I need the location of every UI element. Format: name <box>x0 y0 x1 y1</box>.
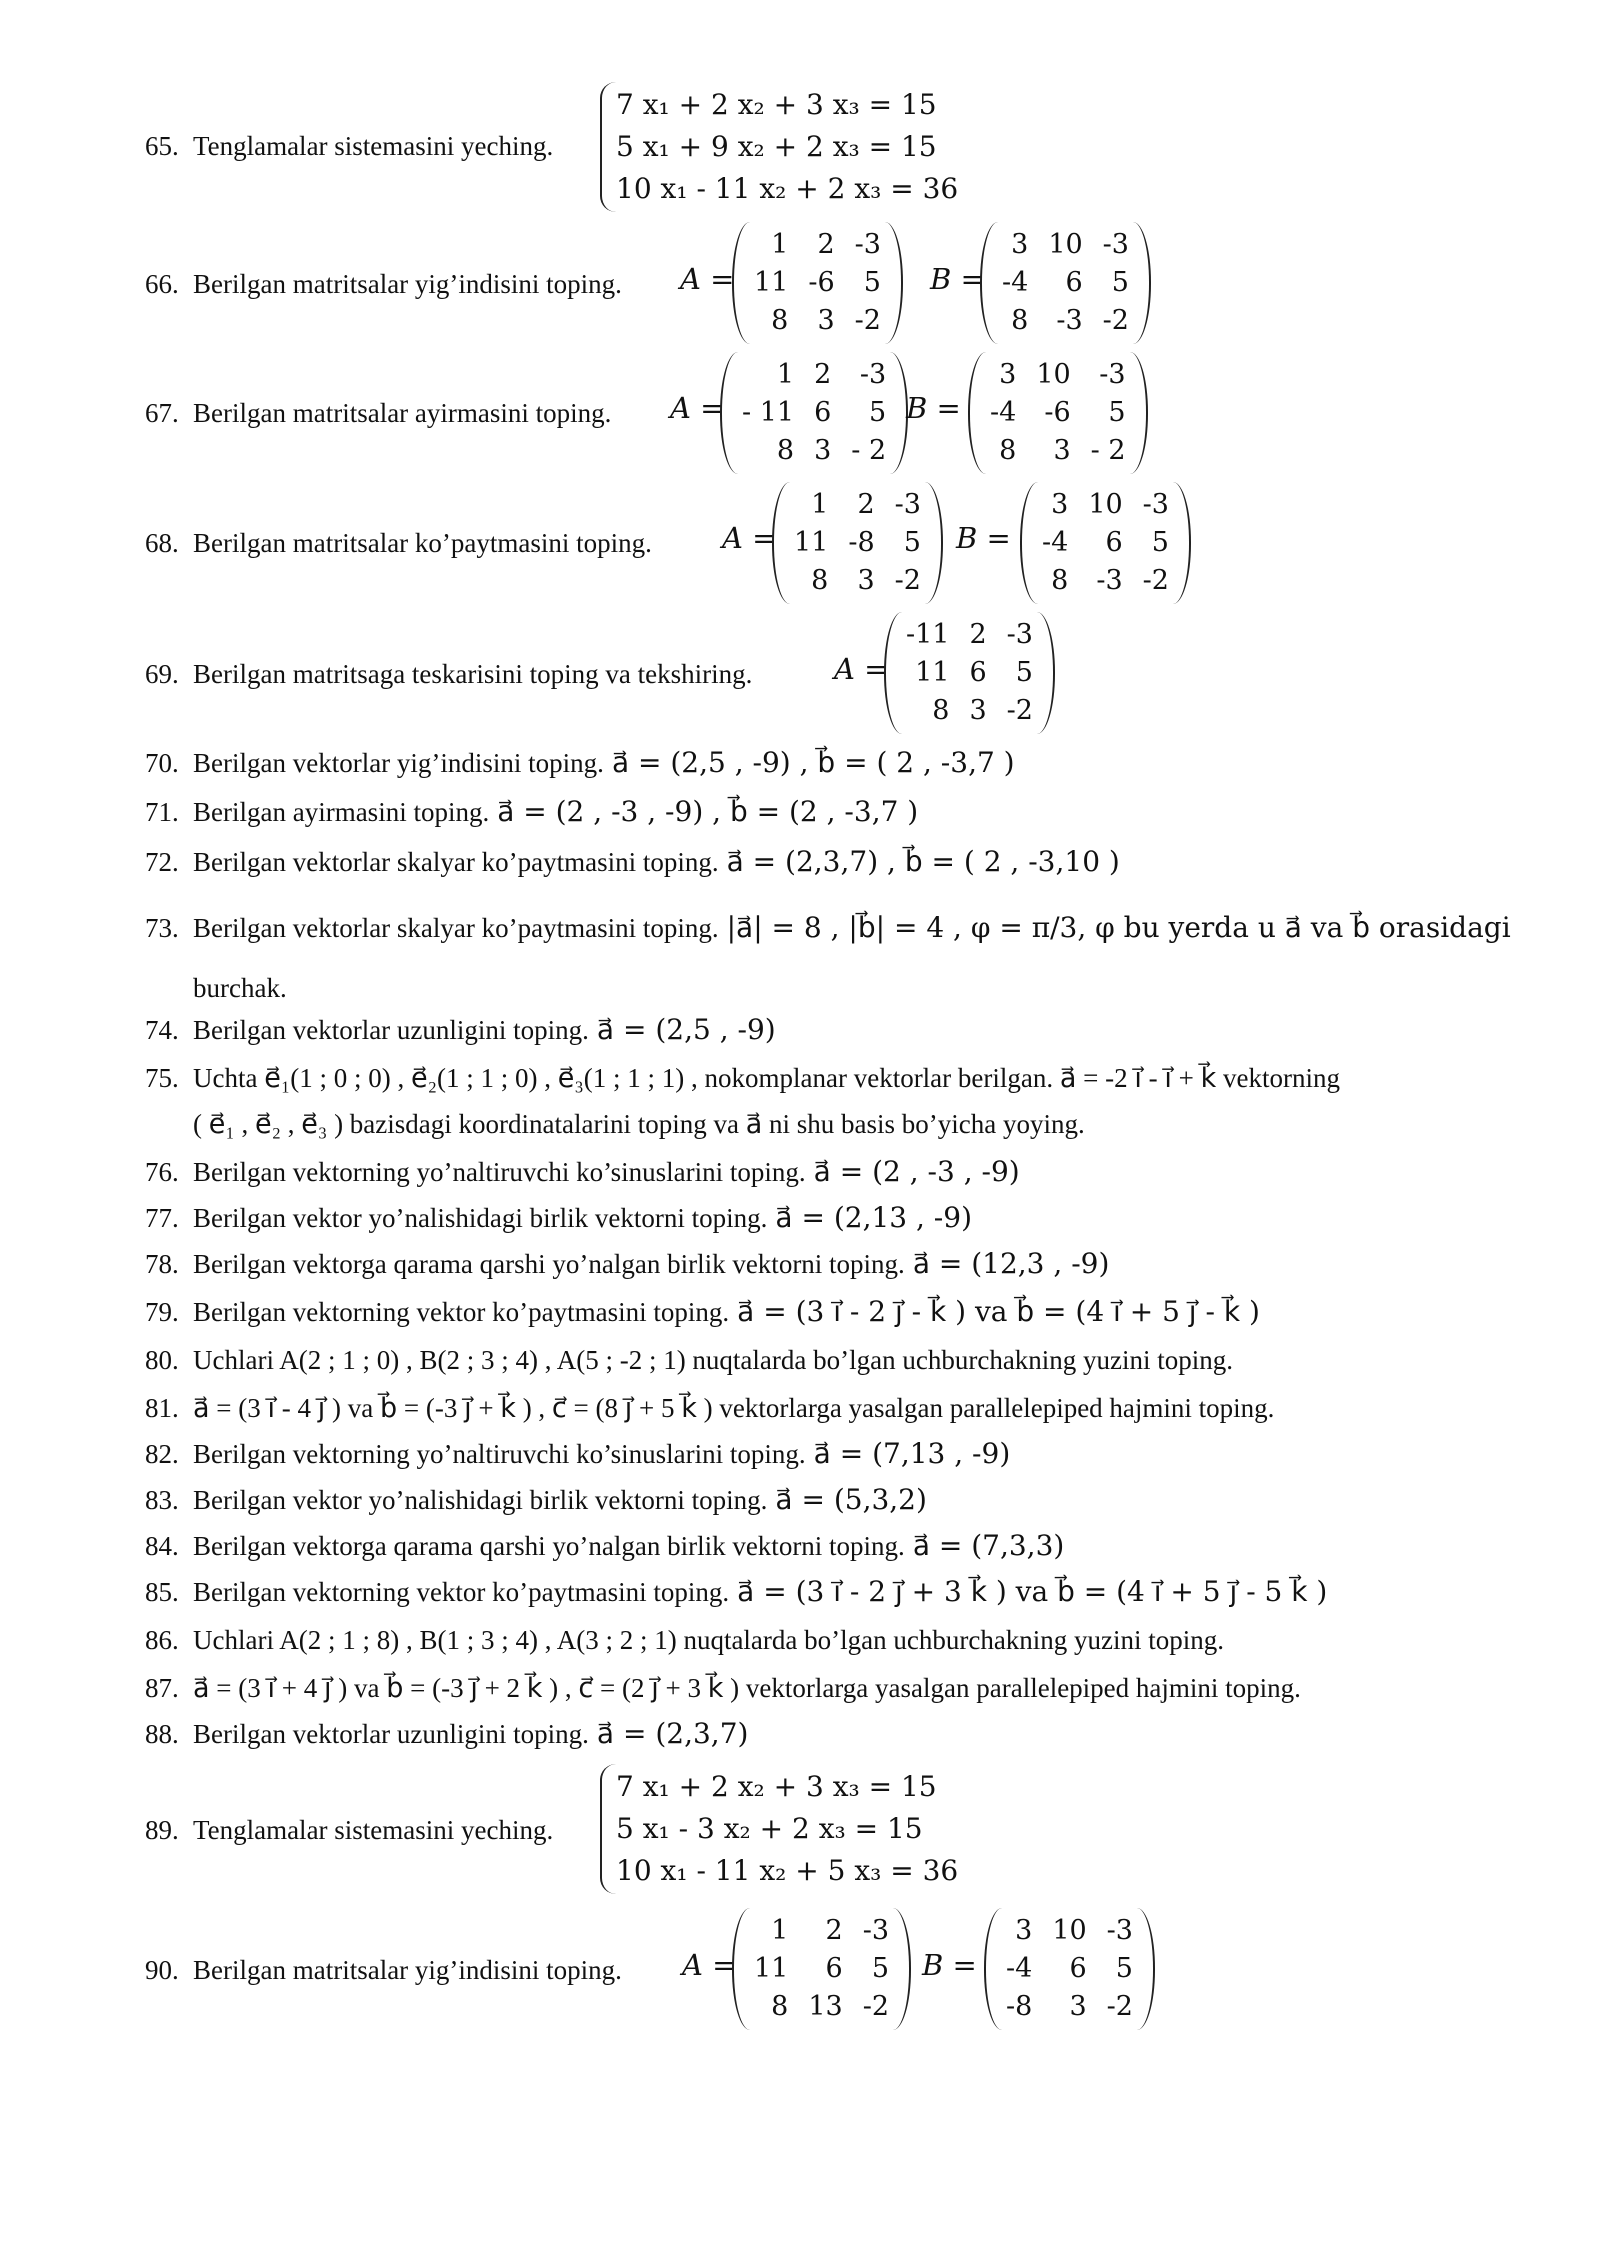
matrix-cell: 5 <box>868 397 887 428</box>
problem-number: 82. <box>145 1439 179 1469</box>
problem-90 <box>145 1950 622 1990</box>
matrix-cell: -2 <box>894 565 921 596</box>
matrix-cell: 5 <box>1151 527 1169 558</box>
matrix-cell: 2 <box>969 619 987 650</box>
matrix-A-label: A = <box>682 1948 737 1982</box>
matrix-cell: - 11 <box>742 397 795 428</box>
problem-80 <box>145 1340 1233 1380</box>
matrix-cell: 6 <box>825 1953 843 1984</box>
matrix-cell: 3 <box>1015 1915 1033 1946</box>
problem-text: Berilgan vektorning vektor ko’paytmasini toping. <box>193 1297 730 1327</box>
problem-67 <box>145 393 611 433</box>
problem-85 <box>145 1572 1327 1612</box>
equation: 5 x₁ - 3 x₂ + 2 x₃ = 15 <box>616 1812 923 1845</box>
matrix-B-label: B = <box>906 391 961 425</box>
matrix-cell: -3 <box>1102 229 1129 260</box>
problem-math: a⃗ = (2,3,7) , b⃗ = ( 2 , -3,10 ) <box>726 845 1120 878</box>
matrix-A-67 <box>720 352 908 474</box>
matrix-cell: -2 <box>862 1991 890 2022</box>
matrix-cell: -4 <box>1042 527 1069 558</box>
equation: 7 x₁ + 2 x₂ + 3 x₃ = 15 <box>616 1770 937 1803</box>
matrix-row <box>992 302 1139 340</box>
matrix-row <box>1032 486 1179 524</box>
matrix-cell: -4 <box>1002 267 1029 298</box>
matrix-row <box>980 394 1136 432</box>
problem-text: Berilgan vektorlar uzunligini toping. <box>193 1015 589 1045</box>
equation-system-89 <box>600 1764 958 1894</box>
matrix-cell: 8 <box>771 1991 789 2022</box>
problem-75-continuation: ( e⃗₁ , e⃗₂ , e⃗₃ ) bazisdagi koordinatalarini toping va a⃗ ni shu basis bo’yicha yoying. <box>193 1109 1085 1139</box>
problem-84 <box>145 1526 1064 1566</box>
matrix-A-66 <box>732 222 903 344</box>
matrix-cell: -4 <box>990 397 1017 428</box>
matrix-cell: 1 <box>811 489 829 520</box>
matrix-A-69 <box>884 612 1055 734</box>
problem-math: a⃗ = (7,13 , -9) <box>813 1437 1011 1470</box>
problem-text: Berilgan matritsaga teskarisini toping va tekshiring. <box>193 659 753 689</box>
matrix-row <box>744 1988 899 2026</box>
problem-number: 85. <box>145 1577 179 1607</box>
matrix-B-68 <box>1020 482 1191 604</box>
problem-math: a⃗ = (2,3,7) <box>596 1717 749 1750</box>
matrix-cell: -3 <box>1099 359 1126 390</box>
problem-text: Tenglamalar sistemasini yeching. <box>193 1815 554 1845</box>
problem-text: Berilgan vektor yo’nalishidagi birlik vektorni toping. <box>193 1485 768 1515</box>
problem-math: a⃗ = (2 , -3 , -9) <box>813 1155 1020 1188</box>
matrix-row <box>744 1912 899 1950</box>
problem-75 <box>145 1058 1340 1098</box>
matrix-cell: -8 <box>1006 1991 1033 2022</box>
matrix-row <box>996 1912 1143 1950</box>
problem-number: 86. <box>145 1625 179 1655</box>
problem-79 <box>145 1292 1260 1332</box>
matrix-cell: 3 <box>814 435 832 466</box>
matrix-cell: 8 <box>932 695 950 726</box>
matrix-cell: - 2 <box>851 435 887 466</box>
matrix-cell: 8 <box>811 565 829 596</box>
problem-number: 80. <box>145 1345 179 1375</box>
matrix-cell: 3 <box>857 565 875 596</box>
problem-70 <box>145 743 1015 783</box>
matrix-cell: 6 <box>1105 527 1123 558</box>
problem-66 <box>145 264 622 304</box>
problem-78 <box>145 1244 1109 1284</box>
problem-number: 90. <box>145 1955 179 1985</box>
matrix-row <box>784 524 931 562</box>
problem-text: Berilgan ayirmasini toping. <box>193 797 490 827</box>
problem-number: 79. <box>145 1297 179 1327</box>
matrix-row <box>896 616 1043 654</box>
problem-math: a⃗ = (5,3,2) <box>775 1483 927 1516</box>
problem-68 <box>145 523 652 563</box>
matrix-cell: 6 <box>969 657 987 688</box>
matrix-cell: 2 <box>825 1915 843 1946</box>
problem-text: Berilgan vektorlar skalyar ko’paytmasini toping. <box>193 847 719 877</box>
matrix-row <box>744 264 891 302</box>
problem-number: 73. <box>145 913 179 943</box>
matrix-row <box>992 264 1139 302</box>
matrix-cell: -2 <box>854 305 881 336</box>
matrix-cell: 10 <box>1048 229 1083 260</box>
problem-math: |a⃗| = 8 , |b⃗| = 4 , φ = π/3, φ bu yerda u a⃗ va b⃗ orasidagi <box>726 911 1511 944</box>
matrix-row <box>1032 562 1179 600</box>
problem-number: 67. <box>145 398 179 428</box>
matrix-cell: - 2 <box>1090 435 1126 466</box>
problem-text: Berilgan matritsalar yig’indisini toping. <box>193 1955 622 1985</box>
matrix-B-66 <box>980 222 1151 344</box>
equation: 10 x₁ - 11 x₂ + 2 x₃ = 36 <box>616 172 959 205</box>
problem-number: 71. <box>145 797 179 827</box>
matrix-cell: 3 <box>969 695 987 726</box>
matrix-cell: 10 <box>1088 489 1123 520</box>
problem-number: 76. <box>145 1157 179 1187</box>
problem-text: Berilgan vektorning vektor ko’paytmasini toping. <box>193 1577 730 1607</box>
problem-number: 78. <box>145 1249 179 1279</box>
matrix-cell: -2 <box>1006 695 1033 726</box>
matrix-row <box>744 226 891 264</box>
matrix-cell: 11 <box>754 1953 789 1984</box>
problem-69 <box>145 654 752 694</box>
matrix-cell: 11 <box>915 657 950 688</box>
matrix-cell: 1 <box>771 229 789 260</box>
matrix-cell: -2 <box>1106 1991 1133 2022</box>
matrix-cell: -4 <box>1006 1953 1033 1984</box>
problem-65 <box>145 126 553 166</box>
matrix-cell: 2 <box>814 359 832 390</box>
problem-77 <box>145 1198 972 1238</box>
problem-text: Uchlari A(2 ; 1 ; 0) , B(2 ; 3 ; 4) , A(5 ; -2 ; 1) nuqtalarda bo’lgan uchburchakning yuzini toping. <box>193 1345 1234 1375</box>
problem-text: a⃗ = (3 i⃗ - 4 j⃗ ) va b⃗ = (-3 j⃗ + k⃗ ) , c⃗ = (8 j⃗ + 5 k⃗ ) vektorlarga yasalgan parallelepiped hajmini toping. <box>193 1393 1275 1423</box>
problem-number: 66. <box>145 269 179 299</box>
problem-73 <box>145 908 1511 948</box>
problem-text: Berilgan vektorga qarama qarshi yo’nalgan birlik vektorni toping. <box>193 1249 905 1279</box>
matrix-A-label: A = <box>722 521 777 555</box>
matrix-cell: 5 <box>903 527 921 558</box>
problem-88 <box>145 1714 748 1754</box>
problem-number: 81. <box>145 1393 179 1423</box>
matrix-cell: 1 <box>771 1915 789 1946</box>
matrix-cell: -8 <box>848 527 875 558</box>
problem-number: 87. <box>145 1673 179 1703</box>
problem-text: Berilgan vektorning yo’naltiruvchi ko’sinuslarini toping. <box>193 1439 806 1469</box>
matrix-cell: -3 <box>1056 305 1083 336</box>
matrix-B-label: B = <box>930 262 985 296</box>
matrix-row <box>996 1950 1143 1988</box>
matrix-row <box>732 394 896 432</box>
matrix-A-90 <box>732 1908 911 2030</box>
matrix-cell: -2 <box>1102 305 1129 336</box>
matrix-A-label: A = <box>834 652 889 686</box>
matrix-row <box>996 1988 1143 2026</box>
equation: 7 x₁ + 2 x₂ + 3 x₃ = 15 <box>616 88 937 121</box>
matrix-cell: 2 <box>857 489 875 520</box>
equation: 10 x₁ - 11 x₂ + 5 x₃ = 36 <box>616 1854 959 1887</box>
matrix-cell: -3 <box>1142 489 1169 520</box>
matrix-B-67 <box>968 352 1148 474</box>
problem-number: 75. <box>145 1063 179 1093</box>
matrix-cell: 1 <box>776 359 795 390</box>
matrix-cell: -3 <box>1096 565 1123 596</box>
matrix-cell: -6 <box>1044 397 1071 428</box>
matrix-cell: 6 <box>814 397 832 428</box>
matrix-cell: 8 <box>1011 305 1029 336</box>
problem-number: 65. <box>145 131 179 161</box>
matrix-A-label: A = <box>680 262 735 296</box>
matrix-cell: 3 <box>1051 489 1069 520</box>
problem-text: Berilgan vektorlar yig’indisini toping. <box>193 748 604 778</box>
matrix-cell: -3 <box>862 1915 890 1946</box>
problem-math: a⃗ = (12,3 , -9) <box>912 1247 1110 1280</box>
matrix-cell: 3 <box>1011 229 1029 260</box>
matrix-cell: 5 <box>871 1953 890 1984</box>
problem-number: 74. <box>145 1015 179 1045</box>
matrix-B-90 <box>984 1908 1155 2030</box>
matrix-cell: 8 <box>999 435 1017 466</box>
matrix-A-label: A = <box>670 391 725 425</box>
matrix-cell: 10 <box>1036 359 1071 390</box>
problem-71 <box>145 792 918 832</box>
problem-text: Tenglamalar sistemasini yeching. <box>193 131 554 161</box>
matrix-cell: -11 <box>906 619 950 650</box>
problem-text: Berilgan vektorning yo’naltiruvchi ko’sinuslarini toping. <box>193 1157 806 1187</box>
problem-text: Berilgan matritsalar ayirmasini toping. <box>193 398 612 428</box>
problem-number: 69. <box>145 659 179 689</box>
matrix-cell: -3 <box>854 229 881 260</box>
problem-math: a⃗ = (2,5 , -9) , b⃗ = ( 2 , -3,7 ) <box>611 746 1015 779</box>
matrix-cell: 8 <box>771 305 789 336</box>
matrix-cell: 6 <box>1065 267 1083 298</box>
matrix-row <box>744 1950 899 1988</box>
problem-math: a⃗ = (3 i⃗ - 2 j⃗ + 3 k⃗ ) va b⃗ = (4 i⃗ + 5 j⃗ - 5 k⃗ ) <box>737 1575 1328 1608</box>
matrix-cell: 8 <box>1051 565 1069 596</box>
matrix-cell: 2 <box>817 229 835 260</box>
matrix-cell: 3 <box>1053 435 1071 466</box>
problem-number: 84. <box>145 1531 179 1561</box>
matrix-row <box>896 654 1043 692</box>
matrix-B-label: B = <box>922 1948 977 1982</box>
problem-text: Berilgan vektorga qarama qarshi yo’nalgan birlik vektorni toping. <box>193 1531 905 1561</box>
matrix-row <box>744 302 891 340</box>
matrix-cell: 5 <box>863 267 881 298</box>
problem-number: 88. <box>145 1719 179 1749</box>
problem-number: 68. <box>145 528 179 558</box>
matrix-row <box>896 692 1043 730</box>
problem-87 <box>145 1668 1301 1708</box>
problem-76 <box>145 1152 1020 1192</box>
problem-text: Uchta e⃗₁(1 ; 0 ; 0) , e⃗₂(1 ; 1 ; 0) , e⃗₃(1 ; 1 ; 1) , nokomplanar vektorlar berilgan. a⃗ = -2 i⃗ - i⃗ + k⃗ vektorning <box>193 1063 1340 1093</box>
matrix-row <box>784 562 931 600</box>
equation: 5 x₁ + 9 x₂ + 2 x₃ = 15 <box>616 130 937 163</box>
problem-text: Berilgan matritsalar yig’indisini toping. <box>193 269 622 299</box>
problem-text: a⃗ = (3 i⃗ + 4 j⃗ ) va b⃗ = (-3 j⃗ + 2 k⃗ ) , c⃗ = (2 j⃗ + 3 k⃗ ) vektorlarga yasalgan parallelepiped hajmini toping. <box>193 1673 1301 1703</box>
matrix-row <box>1032 524 1179 562</box>
problem-math: a⃗ = (2,5 , -9) <box>596 1013 776 1046</box>
matrix-A-68 <box>772 482 943 604</box>
problem-text: Berilgan vektorlar skalyar ko’paytmasini toping. <box>193 913 719 943</box>
problem-math: a⃗ = (2 , -3 , -9) , b⃗ = (2 , -3,7 ) <box>497 795 919 828</box>
matrix-cell: 5 <box>1111 267 1129 298</box>
matrix-cell: 8 <box>776 435 795 466</box>
matrix-cell: -6 <box>808 267 835 298</box>
matrix-cell: 13 <box>808 1991 843 2022</box>
matrix-cell: 5 <box>1015 657 1033 688</box>
problem-82 <box>145 1434 1010 1474</box>
matrix-cell: -2 <box>1142 565 1169 596</box>
problem-number: 77. <box>145 1203 179 1233</box>
matrix-row <box>732 356 896 394</box>
matrix-row <box>992 226 1139 264</box>
problem-text: Berilgan vektor yo’nalishidagi birlik vektorni toping. <box>193 1203 768 1233</box>
matrix-cell: -3 <box>859 359 887 390</box>
problem-math: a⃗ = (3 i⃗ - 2 j⃗ - k⃗ ) va b⃗ = (4 i⃗ + 5 j⃗ - k⃗ ) <box>737 1295 1260 1328</box>
problem-83 <box>145 1480 927 1520</box>
problem-89 <box>145 1810 553 1850</box>
problem-72 <box>145 842 1120 882</box>
problem-text: Berilgan vektorlar uzunligini toping. <box>193 1719 589 1749</box>
matrix-cell: -3 <box>894 489 921 520</box>
problem-74 <box>145 1010 776 1050</box>
problem-number: 70. <box>145 748 179 778</box>
matrix-row <box>980 356 1136 394</box>
problem-73-continuation: burchak. <box>193 973 287 1003</box>
matrix-cell: -3 <box>1106 1915 1133 1946</box>
matrix-cell: 3 <box>999 359 1017 390</box>
equation-system-65 <box>600 82 958 212</box>
problem-81 <box>145 1388 1274 1428</box>
problem-number: 89. <box>145 1815 179 1845</box>
matrix-cell: 3 <box>817 305 835 336</box>
problem-86 <box>145 1620 1224 1660</box>
matrix-cell: 5 <box>1108 397 1126 428</box>
problem-number: 72. <box>145 847 179 877</box>
matrix-row <box>980 432 1136 470</box>
problem-text: Berilgan matritsalar ko’paytmasini toping. <box>193 528 652 558</box>
matrix-row <box>784 486 931 524</box>
problem-text: Uchlari A(2 ; 1 ; 8) , B(1 ; 3 ; 4) , A(3 ; 2 ; 1) nuqtalarda bo’lgan uchburchakning yuzini toping. <box>193 1625 1225 1655</box>
matrix-cell: 11 <box>794 527 829 558</box>
matrix-row <box>732 432 896 470</box>
matrix-B-label: B = <box>956 521 1011 555</box>
matrix-cell: -3 <box>1006 619 1033 650</box>
problem-math: a⃗ = (7,3,3) <box>912 1529 1065 1562</box>
matrix-cell: 5 <box>1115 1953 1133 1984</box>
problem-number: 83. <box>145 1485 179 1515</box>
problem-math: a⃗ = (2,13 , -9) <box>775 1201 972 1234</box>
matrix-cell: 3 <box>1069 1991 1087 2022</box>
matrix-cell: 6 <box>1069 1953 1087 1984</box>
matrix-cell: 10 <box>1052 1915 1087 1946</box>
matrix-cell: 11 <box>754 267 789 298</box>
